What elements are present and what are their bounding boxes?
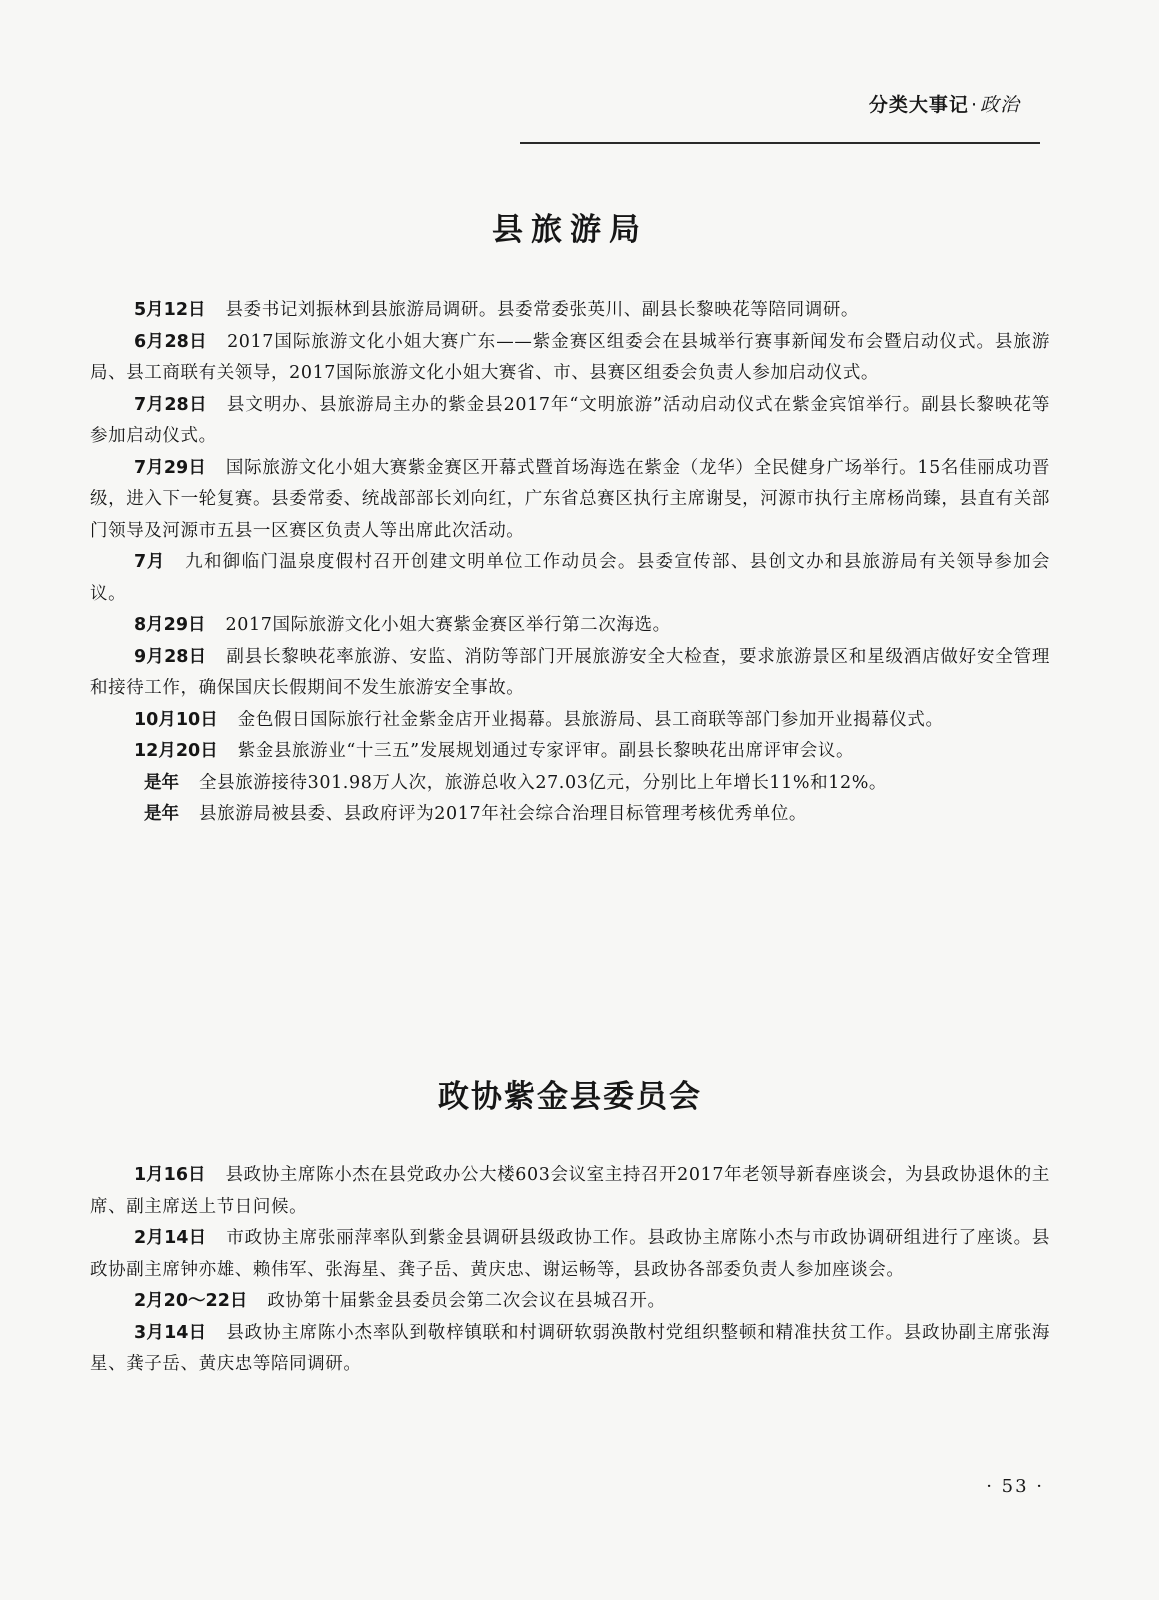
entry-year-summary [90, 768, 1050, 800]
entry-text: 金色假日国际旅行社金紫金店开业揭幕。县旅游局、县工商联等部门参加开业揭幕仪式。 [237, 709, 944, 730]
entry [90, 1160, 1050, 1223]
entry-date: 3月14日 [134, 1322, 207, 1343]
running-header [520, 88, 1040, 144]
page-number: · 53 · [986, 1476, 1044, 1497]
entry-text: 市政协主席张丽萍率队到紫金县调研县级政协工作。县政协主席陈小杰与市政协调研组进行了座谈。县政协副主席钟亦雄、赖伟军、张海星、龚子岳、黄庆忠、谢运畅等，县政协各部委负责人参加座谈会。 [90, 1228, 1051, 1280]
entry-list [90, 295, 1050, 831]
entry [90, 547, 1050, 610]
entry-date: 6月28日 [134, 331, 208, 352]
entry-date: 7月28日 [134, 394, 207, 415]
section-title: 政协紫金县委员会 [438, 1079, 702, 1115]
entry-date: 9月28日 [134, 646, 207, 667]
entry-date: 12月20日 [134, 741, 218, 761]
entry-text: 政协第十届紫金县委员会第二次会议在县城召开。 [267, 1291, 666, 1311]
entry [90, 327, 1050, 390]
entry-year-summary [90, 799, 1050, 831]
entry [90, 390, 1050, 453]
entry-text: 县委书记刘振林到县旅游局调研。县委常委张英川、副县长黎映花等陪同调研。 [225, 300, 860, 320]
entry-text: 2017国际旅游文化小姐大赛广东——紫金赛区组委会在县城举行赛事新闻发布会暨启动仪式。县旅游局、县工商联有关领导，2017国际旅游文化小姐大赛省、市、县赛区组委会负责人参加启动仪式。 [90, 331, 1050, 383]
entry-date: 7月29日 [134, 457, 206, 478]
entry-text: 县旅游局被县委、县政府评为2017年社会综合治理目标管理考核优秀单位。 [199, 804, 808, 824]
entry [90, 1318, 1050, 1381]
entry-text: 县政协主席陈小杰在县党政办公大楼603会议室主持召开2017年老领导新春座谈会，为县政协退休的主席、副主席送上节日问候。 [90, 1165, 1050, 1217]
entry-text: 县文明办、县旅游局主办的紫金县2017年“文明旅游”活动启动仪式在紫金宾馆举行。副县长黎映花等参加启动仪式。 [90, 394, 1050, 446]
entry [90, 1223, 1050, 1286]
entry [90, 1286, 1050, 1318]
entry [90, 736, 1050, 768]
entry-list [90, 1160, 1050, 1381]
entry-date: 是年 [144, 804, 179, 824]
entry-text: 副县长黎映花率旅游、安监、消防等部门开展旅游安全大检查，要求旅游景区和星级酒店做好安全管理和接待工作，确保国庆长假期间不发生旅游安全事故。 [90, 646, 1051, 698]
entry-date: 10月10日 [134, 709, 218, 730]
entry-date: 2月14日 [134, 1228, 207, 1248]
entry-text: 全县旅游接待301.98万人次，旅游总收入27.03亿元，分别比上年增长11%和12%。 [199, 772, 888, 793]
header-separator: · [970, 94, 978, 116]
section-cppcc-zijin [90, 1072, 1050, 1381]
entry-date: 是年 [144, 772, 179, 793]
header-subtitle: 政治 [979, 94, 1020, 116]
section-tourism-bureau [90, 205, 1050, 831]
entry-date: 7月 [134, 552, 166, 572]
header-rule [520, 142, 1040, 144]
entry-date: 5月12日 [134, 300, 206, 320]
running-header-text [869, 90, 1020, 117]
entry-text: 紫金县旅游业“十三五”发展规划通过专家评审。副县长黎映花出席评审会议。 [237, 741, 855, 761]
entry-text: 国际旅游文化小姐大赛紫金赛区开幕式暨首场海选在紫金（龙华）全民健身广场举行。15名佳丽成功晋级，进入下一轮复赛。县委常委、统战部部长刘向红，广东省总赛区执行主席谢旻，河源市执行主席杨尚臻，县直有关部门领导及河源市五县一区赛区负责人等出席此次活动。 [90, 457, 1050, 541]
entry [90, 295, 1050, 327]
header-title: 分类大事记 [868, 94, 969, 116]
entry [90, 453, 1050, 548]
entry [90, 610, 1050, 642]
section-title: 县旅游局 [492, 212, 648, 248]
entry [90, 642, 1050, 705]
entry-date: 1月16日 [134, 1165, 206, 1185]
entry-text: 县政协主席陈小杰率队到敬梓镇联和村调研软弱涣散村党组织整顿和精准扶贫工作。县政协副主席张海星、龚子岳、黄庆忠等陪同调研。 [90, 1322, 1051, 1374]
entry-text: 九和御临门温泉度假村召开创建文明单位工作动员会。县委宣传部、县创文办和县旅游局有关领导参加会议。 [90, 552, 1050, 604]
entry-date: 2月20～22日 [134, 1291, 248, 1311]
entry [90, 705, 1050, 737]
entry-date: 8月29日 [134, 615, 206, 635]
entry-text: 2017国际旅游文化小姐大赛紫金赛区举行第二次海选。 [225, 615, 671, 635]
